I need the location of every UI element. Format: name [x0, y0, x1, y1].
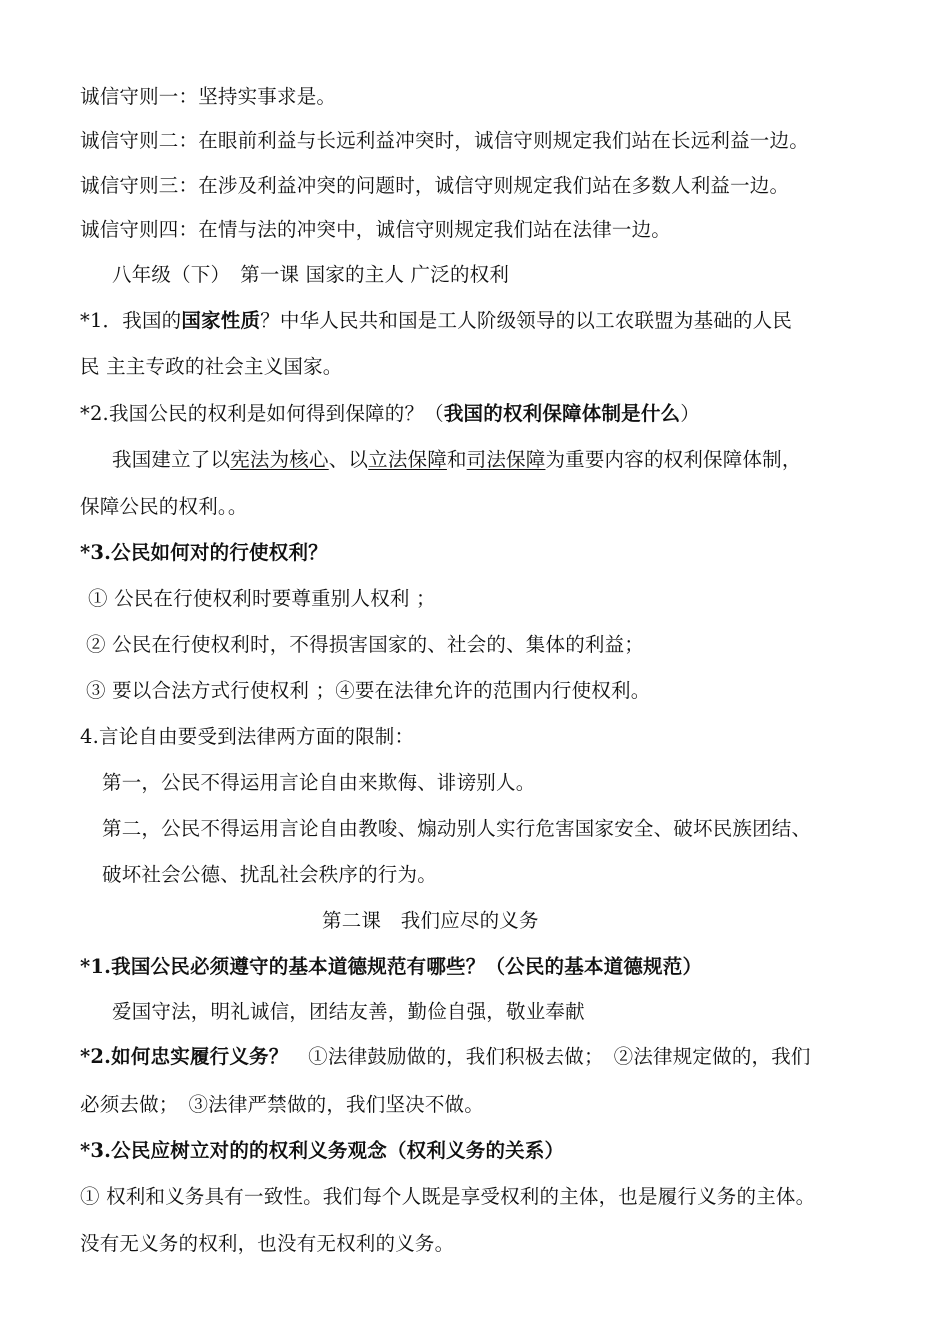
- lesson1-q3: *3.公民如何对的行使权利？: [80, 541, 328, 564]
- integrity-rule-4: 诚信守则四：在情与法的冲突中，诚信守则规定我们站在法律一边。: [80, 218, 672, 241]
- a2-part4: 为重要内容的权利保障体制，: [545, 448, 802, 471]
- q2-bold-question: *2.如何忠实履行义务？: [80, 1045, 289, 1068]
- integrity-rule-2: 诚信守则二：在眼前利益与长远利益冲突时，诚信守则规定我们站在长远利益一边。: [80, 129, 809, 152]
- lesson2-a3-item1-line2: 没有无义务的权利，也没有无权利的义务。: [80, 1232, 455, 1255]
- lesson1-a4-second: 第二，公民不得运用言论自由教唆、煽动别人实行危害国家安全、破坏民族团结、: [102, 817, 812, 840]
- q2-bold: 我国的权利保障体制是什么: [443, 402, 681, 425]
- a2-part2: 、以: [328, 448, 369, 471]
- a2-underline-constitution: 宪法为核心: [230, 448, 329, 471]
- lesson1-q2: [80, 402, 700, 426]
- a2-part1: 我国建立了以: [112, 448, 231, 471]
- lesson1-heading: 八年级（下） 第一课 国家的主人 广泛的权利: [112, 263, 510, 286]
- q1-prefix: *1．我国的: [80, 309, 182, 332]
- lesson2-q1: *1.我国公民必须遵守的基本道德规范有哪些？（公民的基本道德规范）: [80, 955, 703, 978]
- lesson1-q4: 4.言论自由要受到法律两方面的限制：: [80, 725, 415, 748]
- lesson1-a2-line2: 保障公民的权利。。: [80, 495, 248, 518]
- lesson2-q2: [80, 1045, 811, 1069]
- integrity-rule-3: 诚信守则三：在涉及利益冲突的问题时，诚信守则规定我们站在多数人利益一边。: [80, 174, 790, 197]
- lesson2-heading: 第二课 我们应尽的义务: [322, 909, 539, 932]
- q1-keyword: 国家性质: [181, 309, 261, 332]
- lesson1-a3-item1: ① 公民在行使权利时要尊重别人权利 ；: [88, 587, 436, 610]
- lesson2-a3-item1: ① 权利和义务具有一致性。我们每个人既是享受权利的主体，也是履行义务的主体。: [80, 1185, 816, 1208]
- q2-answer: ①法律鼓励做的，我们积极去做； ②法律规定做的，我们: [288, 1045, 811, 1068]
- lesson1-a2: [112, 448, 802, 472]
- a2-underline-judicial: 司法保障: [466, 448, 546, 471]
- lesson1-a4-second-line2: 破坏社会公德、扰乱社会秩序的行为。: [102, 863, 437, 886]
- q2-text: *2.我国公民的权利是如何得到保障的？（: [80, 402, 444, 425]
- a2-part3: 和: [446, 448, 467, 471]
- lesson1-a3-item2: ② 公民在行使权利时，不得损害国家的、社会的、集体的利益；: [86, 633, 644, 656]
- lesson2-q3: *3.公民应树立对的的权利义务观念（权利义务的关系）: [80, 1139, 565, 1162]
- lesson1-q1-line2: 民 主主专政的社会主义国家。: [80, 355, 343, 378]
- q2-close: ）: [680, 402, 700, 425]
- integrity-rule-1: 诚信守则一：坚持实事求是。: [80, 85, 337, 108]
- lesson1-a4-first: 第一，公民不得运用言论自由来欺侮、诽谤别人。: [102, 771, 536, 794]
- lesson2-q2-line2: 必须去做； ③法律严禁做的，我们坚决不做。: [80, 1093, 484, 1116]
- q1-rest: ？中华人民共和国是工人阶级领导的以工农联盟为基础的人民: [260, 309, 793, 332]
- a2-underline-legislation: 立法保障: [368, 448, 447, 471]
- lesson2-a1: 爱国守法，明礼诚信，团结友善，勤俭自强，敬业奉献: [112, 1000, 585, 1023]
- lesson1-q1: [80, 309, 792, 333]
- lesson1-a3-item3: ③ 要以合法方式行使权利 ；④要在法律允许的范围内行使权利。: [86, 679, 651, 702]
